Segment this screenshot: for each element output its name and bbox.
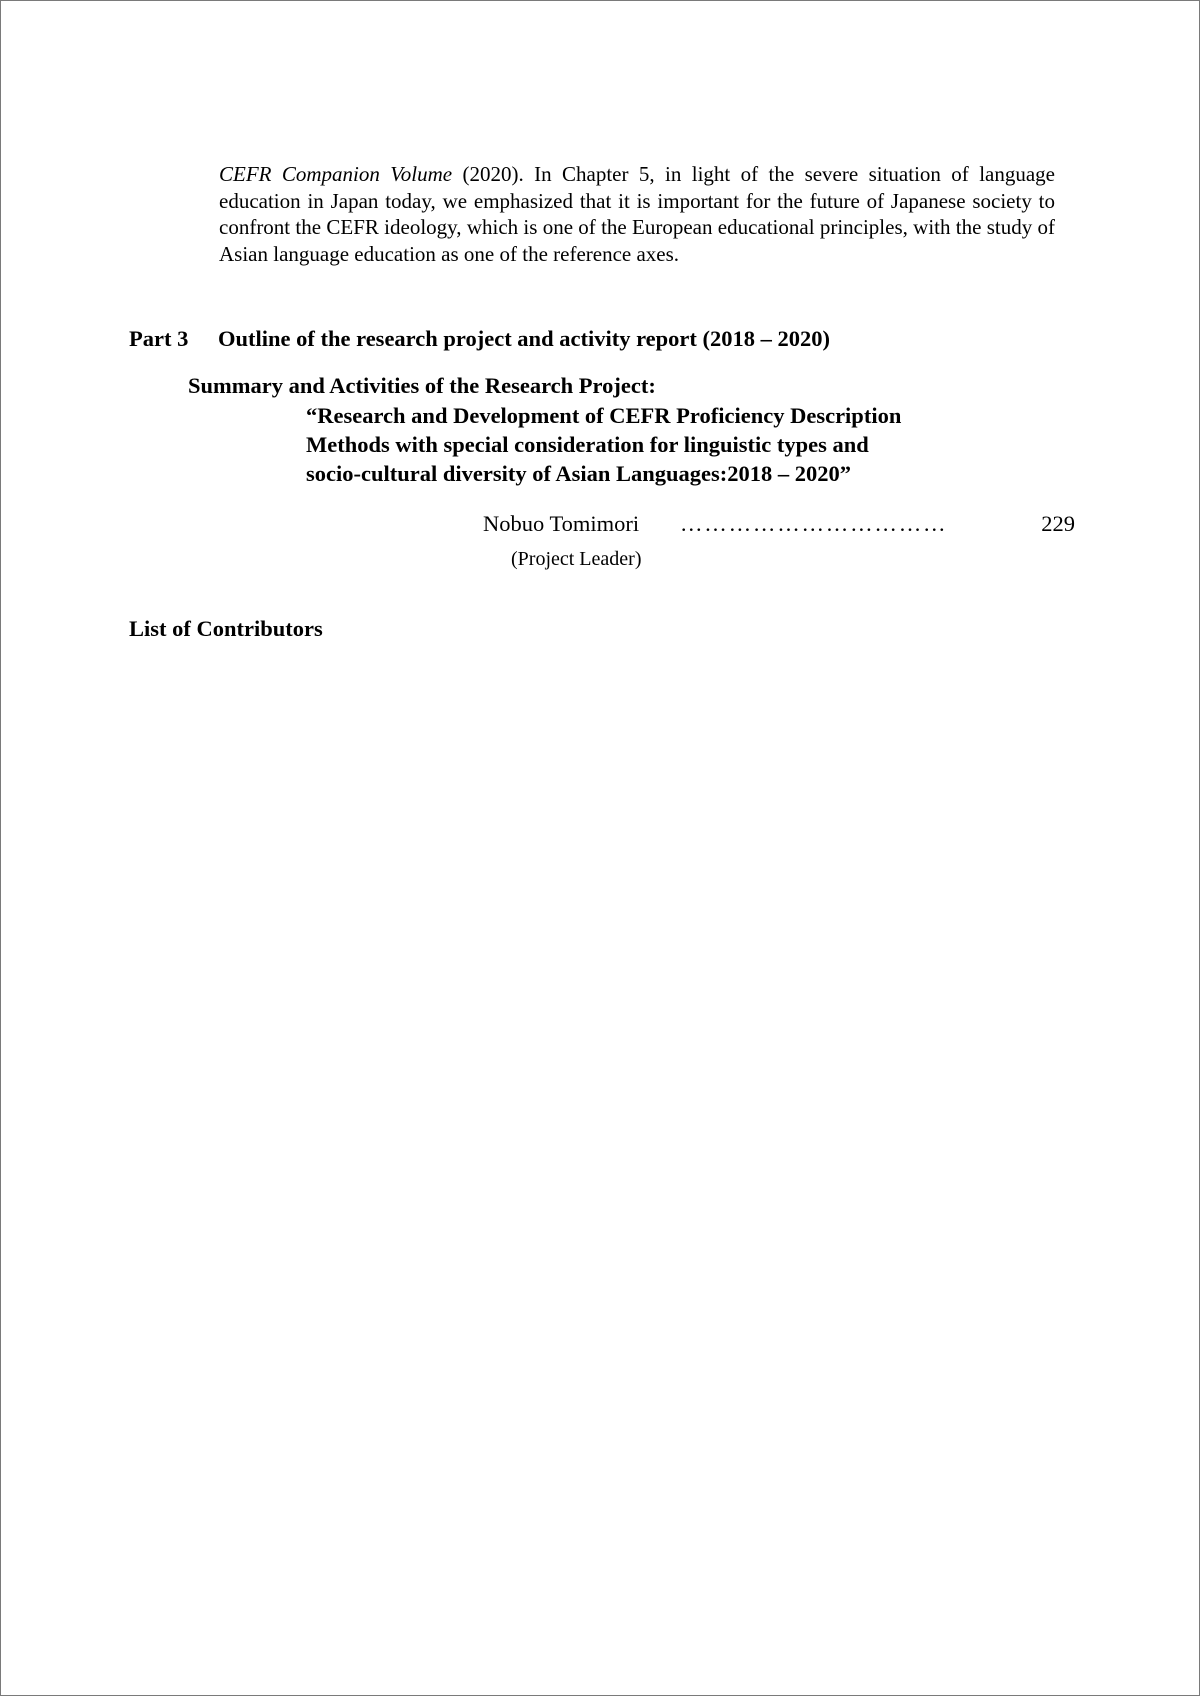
part-title: Outline of the research project and activity report (2018 – 2020) — [218, 326, 830, 351]
author-name: Nobuo Tomimori — [483, 511, 640, 536]
project-title-line: socio-cultural diversity of Asian Languages:2018 – 2020” — [306, 461, 852, 486]
intro-paragraph — [219, 161, 1055, 267]
part-number: Part 3 — [129, 326, 189, 351]
author-role: (Project Leader) — [511, 548, 642, 570]
page-number: 229 — [1041, 511, 1075, 536]
intro-text: (2020). In Chapter 5, in light of the severe situation of language education in Japan today, we emphasized that it is important for the future of Japanese society to confront the CEFR ideology, which is one of the European educational principles, with the study of Asian language education as one of the reference axes. — [219, 162, 1055, 266]
list-of-contributors-heading[interactable]: List of Contributors — [129, 616, 323, 641]
project-title — [306, 401, 901, 488]
summary-heading: Summary and Activities of the Research Project: — [188, 373, 656, 398]
leader-dots: …………………………… — [680, 511, 948, 536]
part3-heading — [129, 326, 830, 352]
project-title-line: Methods with special consideration for linguistic types and — [306, 432, 869, 457]
cefr-companion-volume-title: CEFR Companion Volume — [219, 162, 453, 186]
project-title-line: “Research and Development of CEFR Proficiency Description — [306, 403, 902, 428]
